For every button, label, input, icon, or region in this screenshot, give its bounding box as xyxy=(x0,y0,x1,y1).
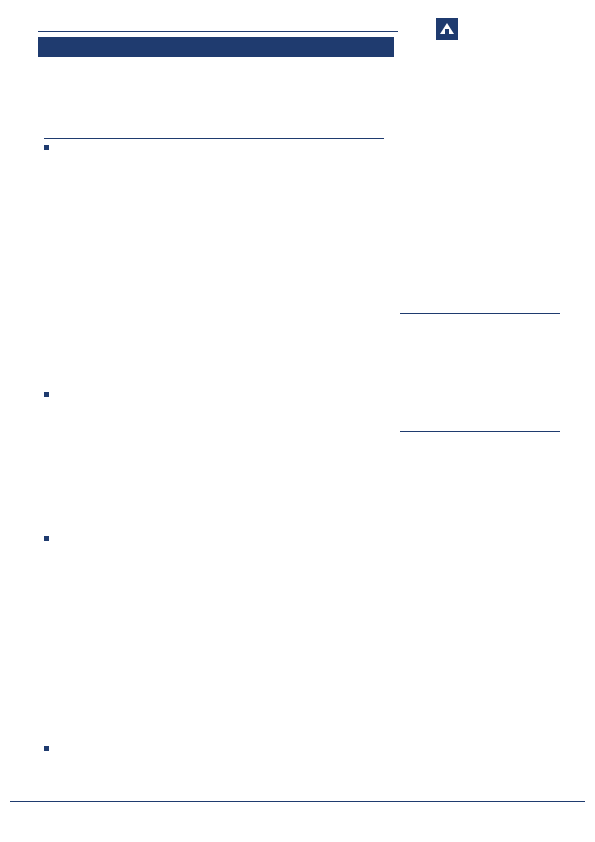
bullet-square-icon xyxy=(44,392,49,397)
logo-mark-icon xyxy=(436,18,458,40)
bullet-square-icon xyxy=(44,746,49,751)
industry-paragraph xyxy=(44,532,384,544)
market-title xyxy=(44,390,53,400)
bullet-square-icon xyxy=(44,536,49,541)
trend-rule xyxy=(400,313,560,314)
footer-rule xyxy=(10,801,585,802)
company-logo xyxy=(436,14,556,50)
investment-paragraph xyxy=(44,141,384,153)
bullet-square-icon xyxy=(44,145,49,150)
section-rule xyxy=(44,138,384,139)
report-banner xyxy=(38,37,394,57)
trend-chart xyxy=(400,316,560,402)
risk-paragraph xyxy=(44,742,384,754)
header-rule xyxy=(38,31,398,32)
related-rule xyxy=(400,431,560,432)
